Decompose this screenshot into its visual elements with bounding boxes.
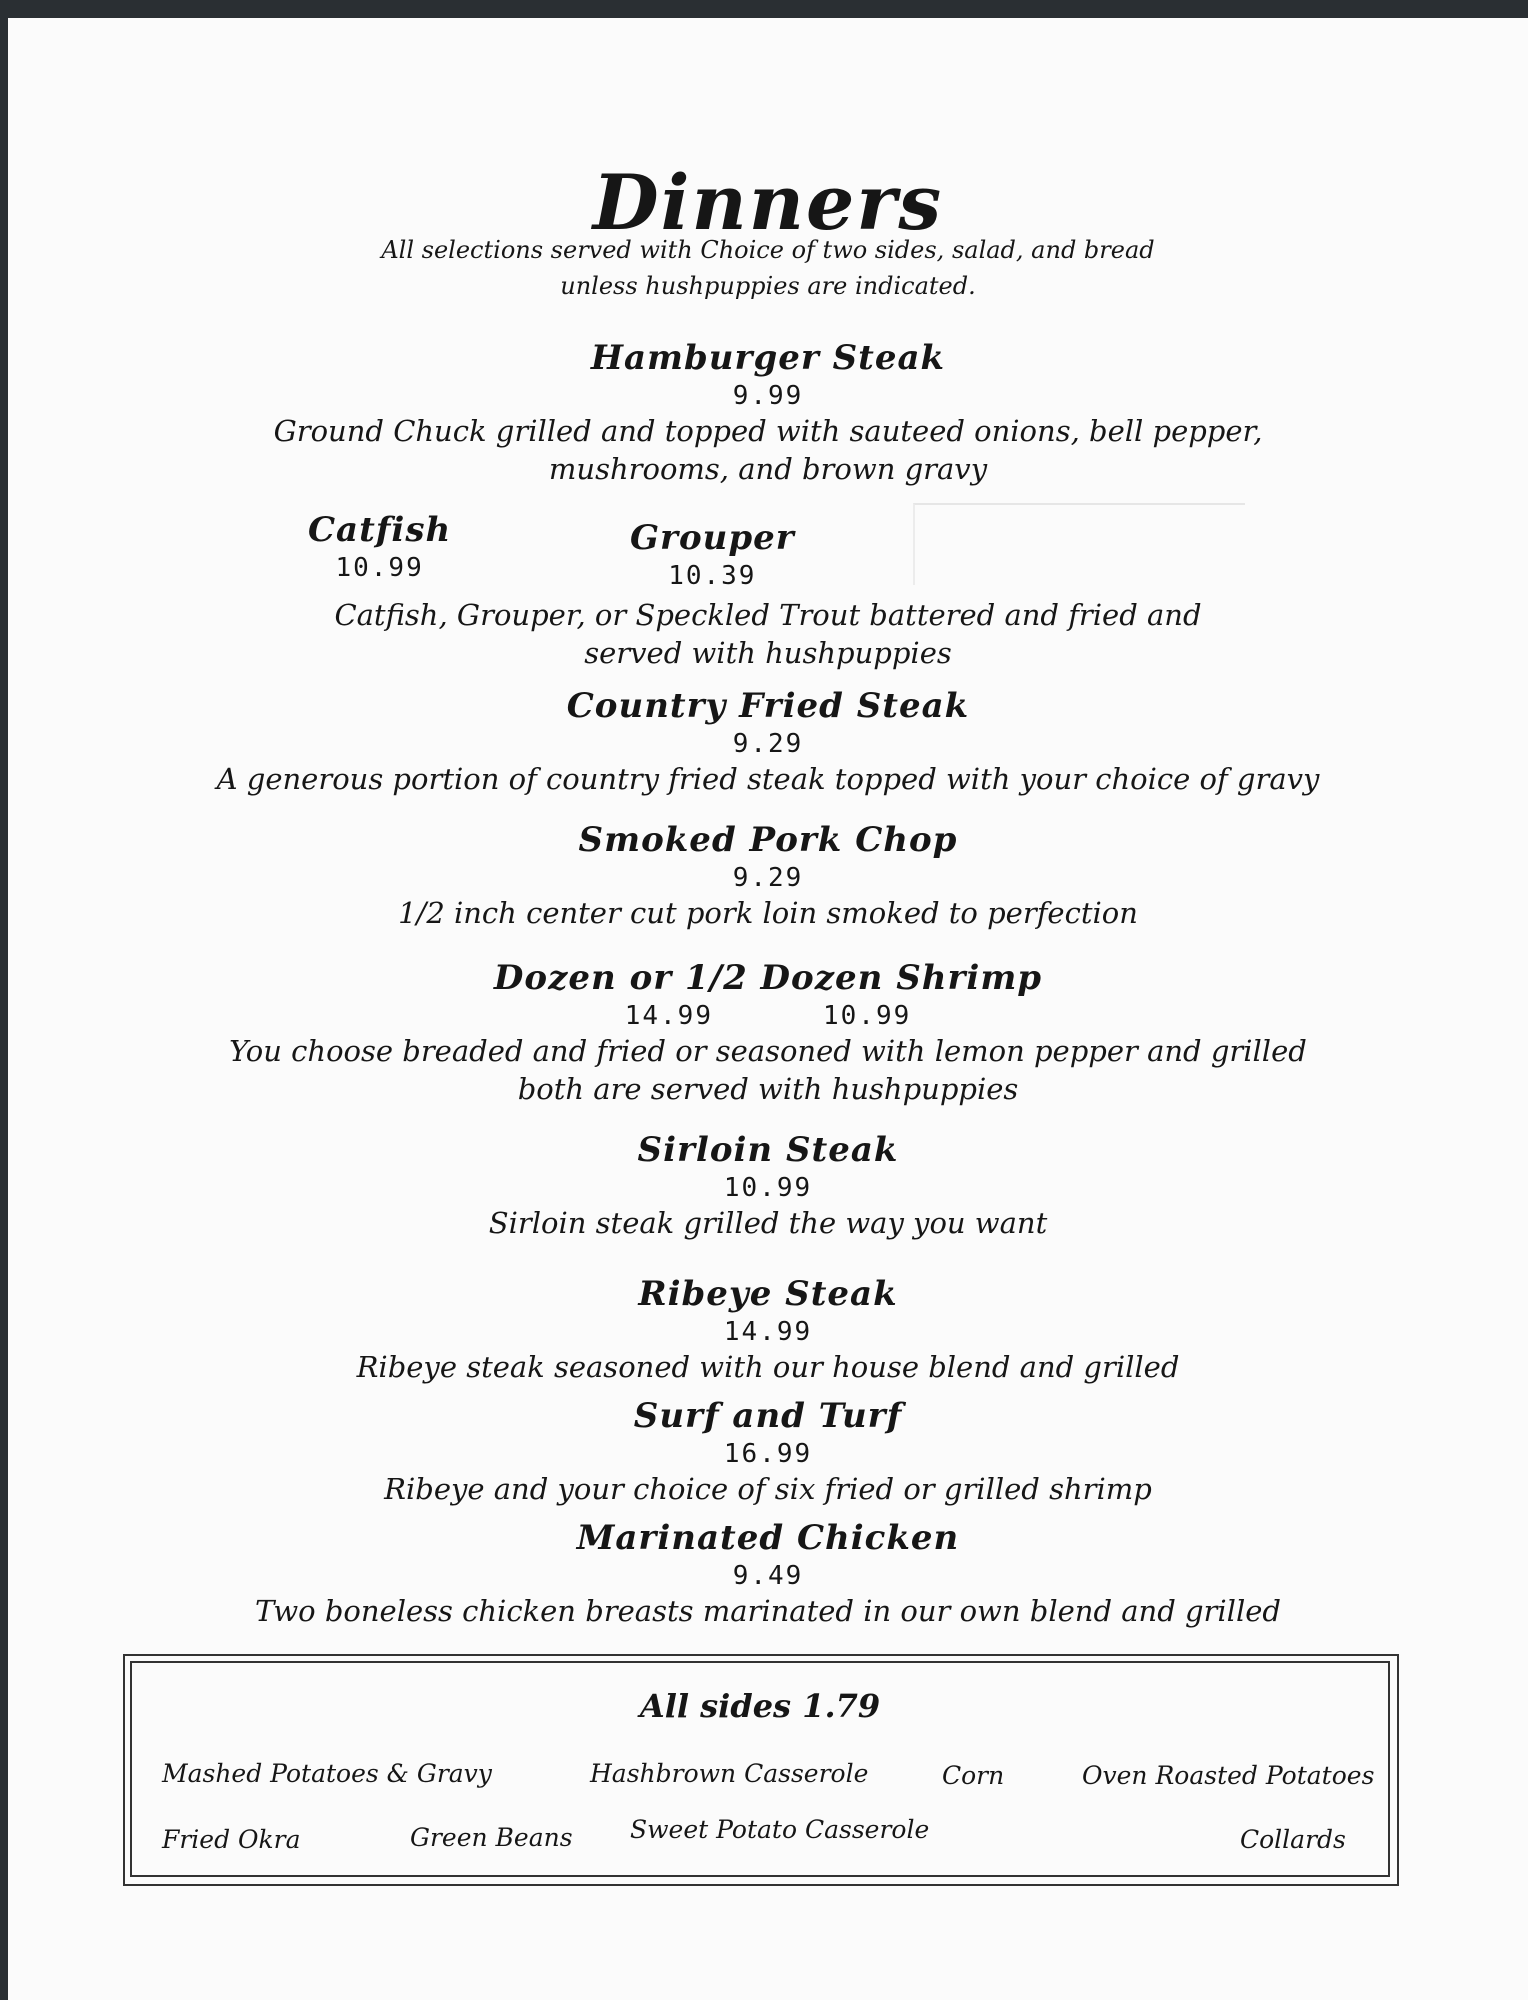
item-name: Ribeye Steak [638,1274,898,1314]
menu-item-fish [8,508,1528,678]
item-description: You choose breaded and fried or seasoned with lemon pepper and grilled [229,1034,1307,1068]
item-price: 9.99 [732,381,804,411]
menu-subtitle-line2: unless hushpuppies are indicated. [560,272,976,300]
item-price: 10.99 [723,1173,813,1203]
sides-title: All sides 1.79 [639,1687,881,1725]
side-item: Oven Roasted Potatoes [1082,1761,1375,1790]
item-description: Ribeye and your choice of six fried or grilled shrimp [384,1472,1152,1506]
item-description: Ground Chuck grilled and topped with sauteed onions, bell pepper, [273,414,1263,448]
item-name: Hamburger Steak [590,338,946,378]
price-dozen: 14.99 [624,1001,713,1031]
item-name: Grouper [630,518,795,558]
side-item: Fried Okra [162,1825,301,1854]
item-description: 1/2 inch center cut pork loin smoked to perfection [398,896,1138,930]
item-price: 9.29 [732,729,804,759]
price-half-dozen: 10.99 [823,1001,912,1031]
menu-item-surf-and-turf [8,1394,1528,1508]
item-name: Country Fried Steak [566,686,970,726]
item-description: mushrooms, and brown gravy [548,452,988,486]
side-item: Mashed Potatoes & Gravy [162,1759,492,1788]
item-name: Sirloin Steak [637,1130,899,1170]
menu-item-shrimp [8,956,1528,1108]
menu-item-sirloin-steak [8,1128,1528,1242]
menu-item-marinated-chicken [8,1516,1528,1630]
menu-page [8,18,1528,2000]
item-description: Catfish, Grouper, or Speckled Trout battered and fried and [334,598,1202,632]
sides-box-inner [130,1661,1390,1877]
side-item: Collards [1240,1825,1346,1854]
menu-item-ribeye-steak [8,1272,1528,1386]
item-description: Two boneless chicken breasts marinated in our own blend and grilled [255,1594,1281,1628]
item-price: 9.49 [732,1561,804,1591]
item-price: 10.99 [335,553,424,583]
side-item: Green Beans [410,1823,573,1852]
item-name: Surf and Turf [633,1396,903,1436]
menu-item-smoked-pork-chop [8,818,1528,932]
sides-box [123,1654,1399,1886]
item-name: Dozen or 1/2 Dozen Shrimp [493,958,1043,998]
item-name: Marinated Chicken [576,1518,960,1558]
item-description: A generous portion of country fried steak topped with your choice of gravy [216,762,1320,796]
item-price: 10.39 [668,561,757,591]
menu-item-hamburger-steak [8,336,1528,488]
item-description: Sirloin steak grilled the way you want [488,1206,1048,1240]
item-price: 14.99 [723,1317,813,1347]
item-description: both are served with hushpuppies [517,1072,1019,1106]
catfish-column [308,508,451,584]
item-description: served with hushpuppies [584,636,952,670]
menu-item-country-fried-steak [8,684,1528,798]
side-item: Sweet Potato Casserole [630,1815,930,1844]
grouper-column [630,516,795,592]
item-description: Ribeye steak seasoned with our house blend and grilled [356,1350,1180,1384]
menu-title: Dinners [592,158,944,247]
item-price: 16.99 [723,1439,813,1469]
fish-description [8,596,1528,672]
item-name: Catfish [308,510,452,550]
side-item: Corn [942,1761,1005,1790]
side-item: Hashbrown Casserole [590,1759,869,1788]
item-prices [8,1000,1528,1032]
item-name: Smoked Pork Chop [578,820,958,860]
menu-subtitle-line1: All selections served with Choice of two sides, salad, and bread [381,236,1155,264]
item-price: 9.29 [732,863,804,893]
